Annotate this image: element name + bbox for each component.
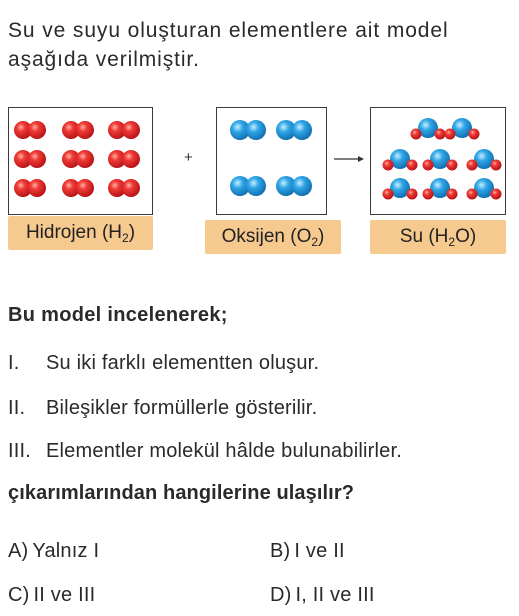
oxygen-atom <box>292 176 312 196</box>
hydrogen-atom <box>435 129 446 140</box>
hydrogen-atom <box>122 179 140 197</box>
statement-2: II. Bileşikler formüllerle gösterilir. <box>8 397 318 419</box>
statement-3: III. Elementler molekül hâlde bulunabilirler. <box>8 440 402 462</box>
oxygen-atom <box>246 120 266 140</box>
hydrogen-atom <box>407 160 418 171</box>
option-b[interactable]: B) I ve II <box>270 540 345 562</box>
hydrogen-atom <box>467 189 478 200</box>
hydrogen-atom <box>76 150 94 168</box>
hydrogen-atom <box>28 179 46 197</box>
option-c[interactable]: C) II ve III <box>8 584 96 606</box>
hydrogen-atom <box>411 129 422 140</box>
reaction-arrow-icon <box>334 154 364 164</box>
hydrogen-atom <box>407 189 418 200</box>
oxygen-atom <box>292 120 312 140</box>
hydrogen-atom <box>383 189 394 200</box>
oxygen-molecules <box>230 120 312 196</box>
option-d[interactable]: D) I, II ve III <box>270 584 375 606</box>
hydrogen-atom <box>423 189 434 200</box>
hydrogen-label: Hidrojen $(H_2)$ <box>8 216 153 250</box>
hydrogen-atom <box>469 129 480 140</box>
hydrogen-atom <box>28 150 46 168</box>
hydrogen-atom <box>122 121 140 139</box>
statement-1: I. Su iki farklı elementten oluşur. <box>8 352 320 374</box>
hydrogen-atom <box>122 150 140 168</box>
water-label: Su $(H_2O)$ <box>370 220 506 254</box>
hydrogen-atom <box>467 160 478 171</box>
oxygen-atom <box>246 176 266 196</box>
hydrogen-atom <box>383 160 394 171</box>
hydrogen-atom <box>491 160 502 171</box>
hydrogen-atom <box>28 121 46 139</box>
oxygen-label: Oksijen $(O_2)$ <box>205 220 341 254</box>
water-molecules <box>383 118 502 200</box>
intro-line-2: aşağıda verilmiştir. <box>8 48 200 71</box>
plus-sign: + <box>184 149 193 166</box>
hydrogen-atom <box>491 189 502 200</box>
hydrogen-atom <box>447 189 458 200</box>
statements-heading: Bu model incelenerek; <box>8 304 228 326</box>
question-text: çıkarımlarından hangilerine ulaşılır? <box>8 482 355 504</box>
hydrogen-atom <box>423 160 434 171</box>
hydrogen-atom <box>447 160 458 171</box>
hydrogen-atom <box>76 121 94 139</box>
hydrogen-molecules <box>14 121 140 197</box>
hydrogen-atom <box>445 129 456 140</box>
intro-line-1: Su ve suyu oluşturan elementlere ait model <box>8 19 449 42</box>
molecule-models <box>0 0 519 230</box>
option-a[interactable]: A) Yalnız I <box>8 540 100 562</box>
hydrogen-atom <box>76 179 94 197</box>
